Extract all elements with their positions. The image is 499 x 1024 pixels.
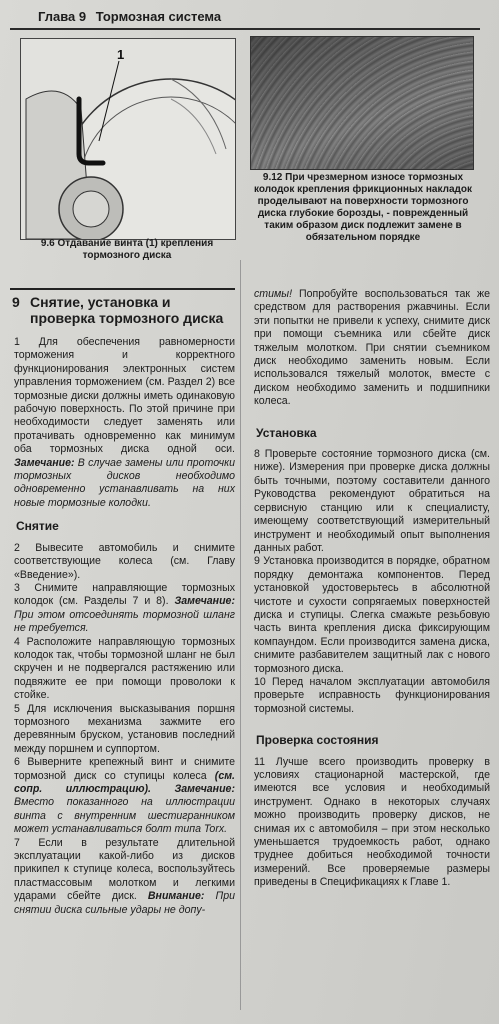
paragraph-3 [14,582,235,636]
note-label: Замечание: [174,783,235,795]
paragraph-6-text: 6 Выверните крепежный винт и снимите тормозной диск со ступицы колеса [14,756,235,782]
figure-9-12-caption: 9.12 При чрезмерном износе тормозных колодок крепления фрикционных накладок проделывают на поверхности тормозного диска глубокие борозды, - поврежденный таким образом диск подлежит замене в обязательном порядке [254,172,472,243]
paragraph-9: 9 Установка производится в порядке, обратном порядку демонтажа компонентов. Перед установкой удостоверьтесь в абсолютной чистоте и сухости сопрягаемых поверхностей диска и ступицы. Слегка смажьте резьбовую часть винта крепления диска фиксирующим компаундом. Если производится замена диска, снимите разбавителем защитный лак с нового тормозного диска. [254,555,490,675]
section-heading [10,288,235,326]
page-header [10,4,480,30]
section-number: 9 [12,294,20,310]
paragraph-5: 5 Для исключения высказывания поршня тормозного механизма зажмите его деревянным бруском, установив последний между поршнем и суппортом. [14,702,235,755]
chapter-label: Глава 9 [38,9,87,24]
install-heading: Установка [256,425,317,440]
warning-label: Внимание: [147,890,205,903]
figure-9-6-caption: 9.6 Отдавание винта (1) крепления тормозного диска [40,238,214,261]
paragraph-1-text: 1 Для обеспечения равномерности торможения и корректного функционирования электронных систем управления торможением (см. Раздел 2) все тормозные диски должны иметь одинаковую рабочую поверхность. По этой причине при необходимости следует заменять или протачивать одновременно как минимум оба тормозных диска одной оси. [14,336,235,456]
callout-number: 1 [117,47,125,62]
figure-9-12-photo [250,36,474,170]
chapter-title: Тормозная система [95,9,222,24]
note-text: В случае замены или проточки тормозных дисков необходимо одновременно устанавливать на них новые тормозные колодки. [14,456,235,509]
continued-paragraph [254,288,490,409]
note-text: При этом отсоединять тормозной шланг не требуется. [14,608,235,635]
check-heading: Проверка состояния [256,733,379,748]
paragraph-3-text: 3 Снимите направляющие тормозных колодок (см. Разделы 7 и 8). [14,581,235,608]
paragraph-8: 8 Проверьте состояние тормозного диска (см. ниже). Измерения при проверке диска должны быть точными, поэтому составители данного Руководства рекомендуют обратиться на сервисную станцию или к специалисту, имеющему соответствующий измерительный инструмент и необходимый опыт выполнения данных работ. [254,448,490,554]
left-column [10,288,235,917]
brake-disc-drawing [21,39,235,239]
paragraph-4: 4 Расположите направляющую тормозных колодок так, чтобы тормозной шланг не был скручен и не подвергался растяжению или подвяжите ее при помощи проволоки к стойке. [14,635,235,702]
paragraph-7 [14,837,235,917]
removal-heading: Снятие [16,519,59,534]
figure-9-6 [20,38,236,240]
note-label: Замечание: [174,595,235,608]
paragraph-1 [14,336,235,510]
paragraph-10: 10 Перед началом эксплуатации автомобиля проверьте исправность функционирования тормозной системы. [254,675,490,715]
note-label: Замечание: [14,456,75,469]
paragraph-6 [14,756,235,836]
paragraph-11: 11 Лучше всего производить проверку в условиях стационарной мастерской, где имеются все условия и необходимый инструмент. Однако в некоторых случаях можно производить проверку дисков, не снимая их с автомобиля – при этом несколько уменьшается трудоемкость работ, однако труднее добиться необходимой точности измерений. Все проверяемые размеры приведены в Спецификациях к Главе 1. [254,755,490,889]
warning-text: При снятии диска сильные удары не допу- [14,890,235,916]
right-column [250,288,490,890]
paragraph-2: 2 Вывесите автомобиль и снимите соответствующие колеса (см. Главу «Введение»). [14,541,235,581]
continued-word: стимы! [254,288,293,300]
illustration-ref: (см. сопр. иллюстрацию). [14,769,235,795]
column-divider [240,260,241,1010]
continued-text: Попробуйте воспользоваться так же средством для растворения ржавчины. Если эти попытки не привели к успеху, снимите диск при помощи съемника или сбейте диск тяжелым молотком. При снятии съемником диск необходимо заменить новым. Если использовался тяжелый молоток, вместе с диском необходимо заменить и подшипники колеса. [254,288,490,408]
paragraph-7-text: 7 Если в результате длительной эксплуатации какой-либо из дисков прикипел к ступице колеса, воспользуйтесь пластмассовым молотком и легкими ударами сбейте диск. [14,836,235,903]
note-text: Вместо показанного на иллюстрации винта с внутренним шестигранником может устанавливаться болт типа Torx. [14,796,235,836]
section-title: Снятие, установка и проверка тормозного диска [30,294,224,326]
